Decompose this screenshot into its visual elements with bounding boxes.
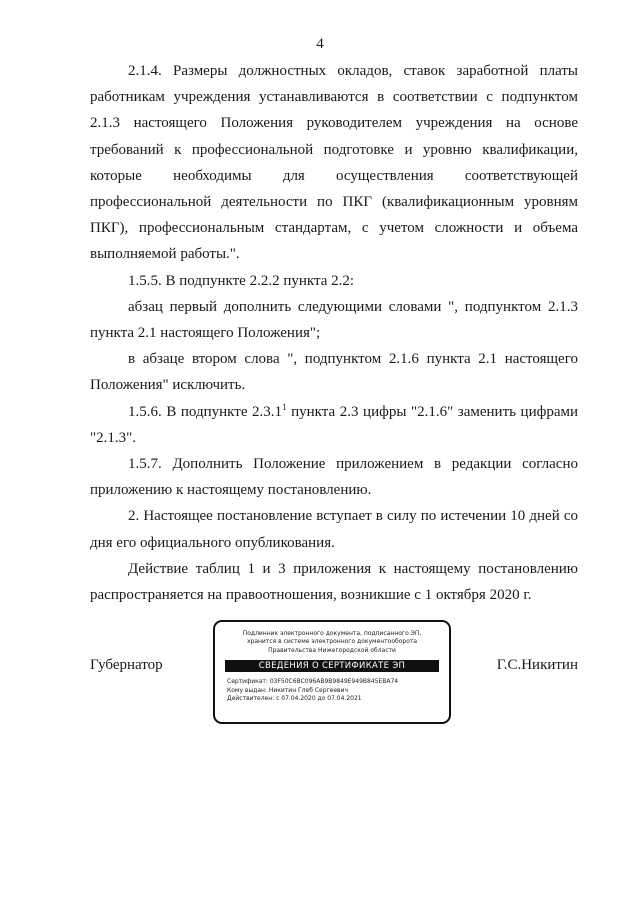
signatory-name: Г.С.Никитин: [496, 657, 578, 673]
paragraph-1-5-6-end: пункта 2.3 цифры "2.1.6" заменить цифрами "2.1.3".: [90, 403, 579, 446]
paragraph-2: 2. Настоящее постановление вступает в силу по истечении 10 дней со дня его официального опубликования.: [90, 508, 578, 551]
stamp-notice-line: Подлинник электронного документа, подписанного ЭП,: [242, 630, 422, 637]
paragraph-abzac-second: в абзаце втором слова ", подпунктом 2.1.6 пункта 2.1 настоящего Положения" исключить.: [90, 351, 578, 394]
certificate-validity: Действителен: с 07.04.2020 до 07.04.2021: [227, 695, 362, 703]
paragraph-tables-effect: Действие таблиц 1 и 3 приложения к настоящему постановлению распространяется на правоотношения, возникшие с 1 октября 2020 г.: [90, 560, 578, 604]
paragraph-1-5-6-start: 1.5.6. В подпункте 2.3.1: [128, 403, 283, 420]
document-body: [90, 58, 578, 608]
superscript: 1: [282, 401, 287, 412]
stamp-notice: [215, 630, 449, 655]
signatory-position: Губернатор: [90, 657, 163, 673]
paragraph-1-5-7: 1.5.7. Дополнить Положение приложением в редакции согласно приложению к настоящему постановлению.: [90, 456, 578, 499]
electronic-signature-stamp: [213, 620, 451, 724]
stamp-notice-line: Правительства Нижегородской области: [268, 646, 396, 654]
stamp-header: СВЕДЕНИЯ О СЕРТИФИКАТЕ ЭП: [225, 660, 439, 672]
signature-block: [90, 620, 578, 730]
certificate-owner: Кому выдан: Никитин Глеб Сергеевич: [227, 686, 349, 694]
stamp-notice-line: хранится в системе электронного документооборота: [246, 638, 418, 646]
paragraph-2-1-4: 2.1.4. Размеры должностных окладов, ставок заработной платы работникам учреждения устанавливаются в соответствии с подпунктом 2.1.3 настоящего Положения руководителем учреждения на основе требований к профессиональной подготовке и уровню квалификации, которые необходимы для осуществления соответствующей профессиональной деятельности по ПКГ (квалификационным уровням ПКГ), профессиональным стандартам, с учетом сложности и объема выполняемой работы.".: [90, 63, 578, 263]
paragraph-abzac-first: абзац первый дополнить следующими словами ", подпунктом 2.1.3 пункта 2.1 настоящего Положения";: [90, 298, 578, 342]
stamp-details: [227, 678, 437, 703]
paragraph-1-5-5: 1.5.5. В подпункте 2.2.2 пункта 2.2:: [128, 272, 355, 289]
page-number: 4: [316, 36, 324, 52]
paragraph-1-5-6: [90, 399, 578, 451]
certificate-number: Сертификат: 03F50C6BC096AB9B9849E949B845EBA74: [227, 678, 399, 686]
